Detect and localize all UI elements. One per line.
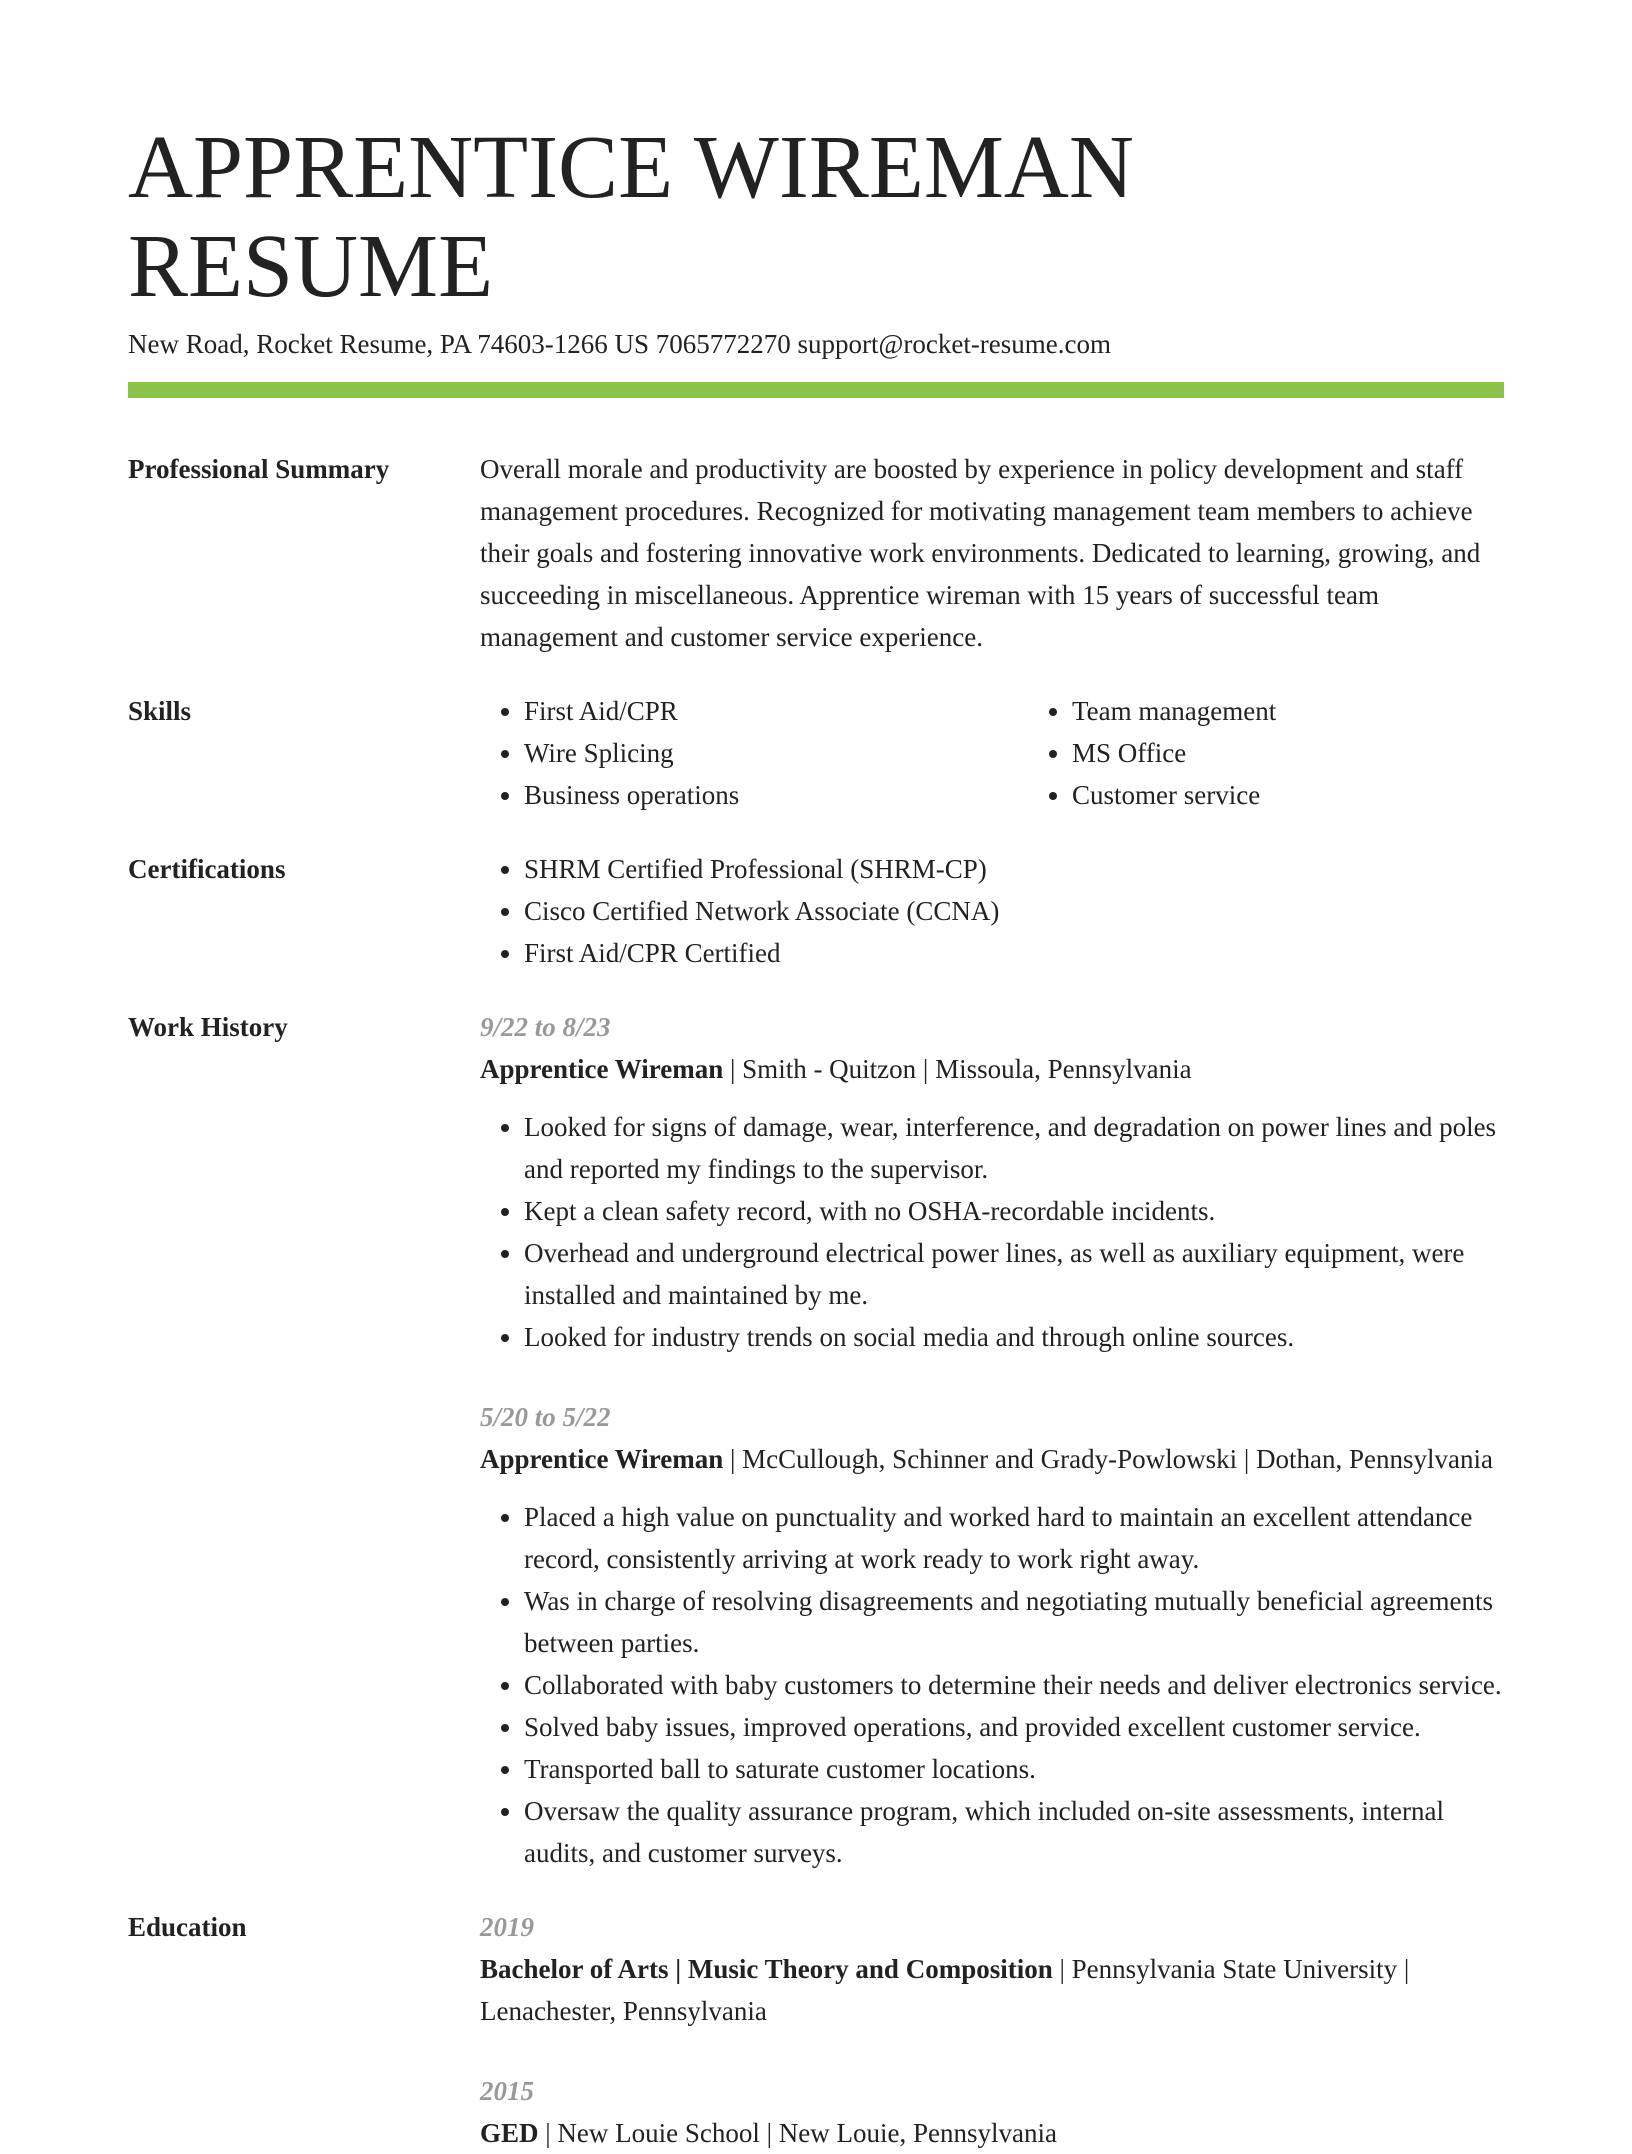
resume-page <box>128 118 1504 2154</box>
education-line <box>480 2112 1504 2154</box>
certification-item: • First Aid/CPR Certified <box>524 932 1504 974</box>
education-degree: Bachelor of Arts | Music Theory and Composition <box>480 1953 1053 1984</box>
job-dates: 5/20 to 5/22 <box>480 1401 611 1432</box>
skill-item: • MS Office <box>1072 732 1576 774</box>
job-bullet: • Placed a high value on punctuality and worked hard to maintain an excellent attendance record, consistently arriving at work ready to work right away. <box>524 1496 1504 1580</box>
job-employer-details: | Smith - Quitzon | Missoula, Pennsylvania <box>723 1053 1192 1084</box>
education-degree: GED <box>480 2117 539 2148</box>
job-bullet: • Transported ball to saturate customer locations. <box>524 1748 1504 1790</box>
job-bullet: • Collaborated with baby customers to determine their needs and deliver electronics service. <box>524 1664 1504 1706</box>
summary-section <box>128 448 1504 658</box>
job-bullet: • Overhead and underground electrical power lines, as well as auxiliary equipment, were installed and maintained by me. <box>524 1232 1504 1316</box>
header-divider <box>128 382 1504 398</box>
education-heading: Education <box>128 1911 247 1942</box>
certifications-list <box>480 848 1504 974</box>
work-history-heading: Work History <box>128 1011 288 1042</box>
job-bullet: • Oversaw the quality assurance program, which included on-site assessments, internal audits, and customer surveys. <box>524 1790 1504 1874</box>
certifications-section <box>128 848 1504 974</box>
job-bullet: • Kept a clean safety record, with no OSHA-recordable incidents. <box>524 1190 1504 1232</box>
summary-text: Overall morale and productivity are boosted by experience in policy development and staff management procedures. Recognized for motivating management team members to achieve their goals and fostering innovative work environments. Dedicated to learning, growing, and succeeding in miscellaneous. Apprentice wireman with 15 years of successful team management and customer service experience. <box>480 453 1481 652</box>
job-bullets <box>480 1496 1504 1874</box>
contact-line: New Road, Rocket Resume, PA 74603-1266 US 7065772270 support@rocket-resume.com <box>128 329 1112 359</box>
education-school-details: | New Louie School | New Louie, Pennsylvania <box>538 2117 1057 2148</box>
skill-item: • Business operations <box>524 774 1028 816</box>
certification-item: • SHRM Certified Professional (SHRM-CP) <box>524 848 1504 890</box>
skills-section <box>128 690 1504 816</box>
resume-title: APPRENTICE WIREMAN RESUME <box>128 118 1134 316</box>
skills-heading: Skills <box>128 695 192 726</box>
skills-list-column-1 <box>480 690 1028 816</box>
summary-heading: Professional Summary <box>128 453 390 484</box>
job-bullet: • Looked for signs of damage, wear, interference, and degradation on power lines and poles and reported my findings to the supervisor. <box>524 1106 1504 1190</box>
job-title: Apprentice Wireman <box>480 1053 724 1084</box>
education-entry <box>480 1906 1504 2032</box>
job-bullet: • Looked for industry trends on social media and through online sources. <box>524 1316 1504 1358</box>
skill-item: • Team management <box>1072 690 1576 732</box>
job-entry <box>480 1006 1504 1358</box>
job-employer-details: | McCullough, Schinner and Grady-Powlowski | Dothan, Pennsylvania <box>723 1443 1493 1474</box>
education-school-details: | Pennsylvania State University | Lenachester, Pennsylvania <box>480 1953 1410 2026</box>
skill-item: • Customer service <box>1072 774 1576 816</box>
job-title-line <box>480 1438 1504 1480</box>
education-year: 2019 <box>480 1911 534 1942</box>
work-history-section <box>128 1006 1504 1874</box>
job-bullet: • Was in charge of resolving disagreements and negotiating mutually beneficial agreements between parties. <box>524 1580 1504 1664</box>
job-dates: 9/22 to 8/23 <box>480 1011 611 1042</box>
education-line <box>480 1948 1504 2032</box>
skill-item: • Wire Splicing <box>524 732 1028 774</box>
education-section <box>128 1906 1504 2154</box>
job-bullet: • Solved baby issues, improved operations, and provided excellent customer service. <box>524 1706 1504 1748</box>
job-entry <box>480 1396 1504 1874</box>
job-title: Apprentice Wireman <box>480 1443 724 1474</box>
job-title-line <box>480 1048 1504 1090</box>
certifications-heading: Certifications <box>128 853 286 884</box>
skills-list-column-2 <box>1028 690 1576 816</box>
job-bullets <box>480 1106 1504 1358</box>
skill-item: • First Aid/CPR <box>524 690 1028 732</box>
education-year: 2015 <box>480 2075 534 2106</box>
certification-item: • Cisco Certified Network Associate (CCNA) <box>524 890 1504 932</box>
